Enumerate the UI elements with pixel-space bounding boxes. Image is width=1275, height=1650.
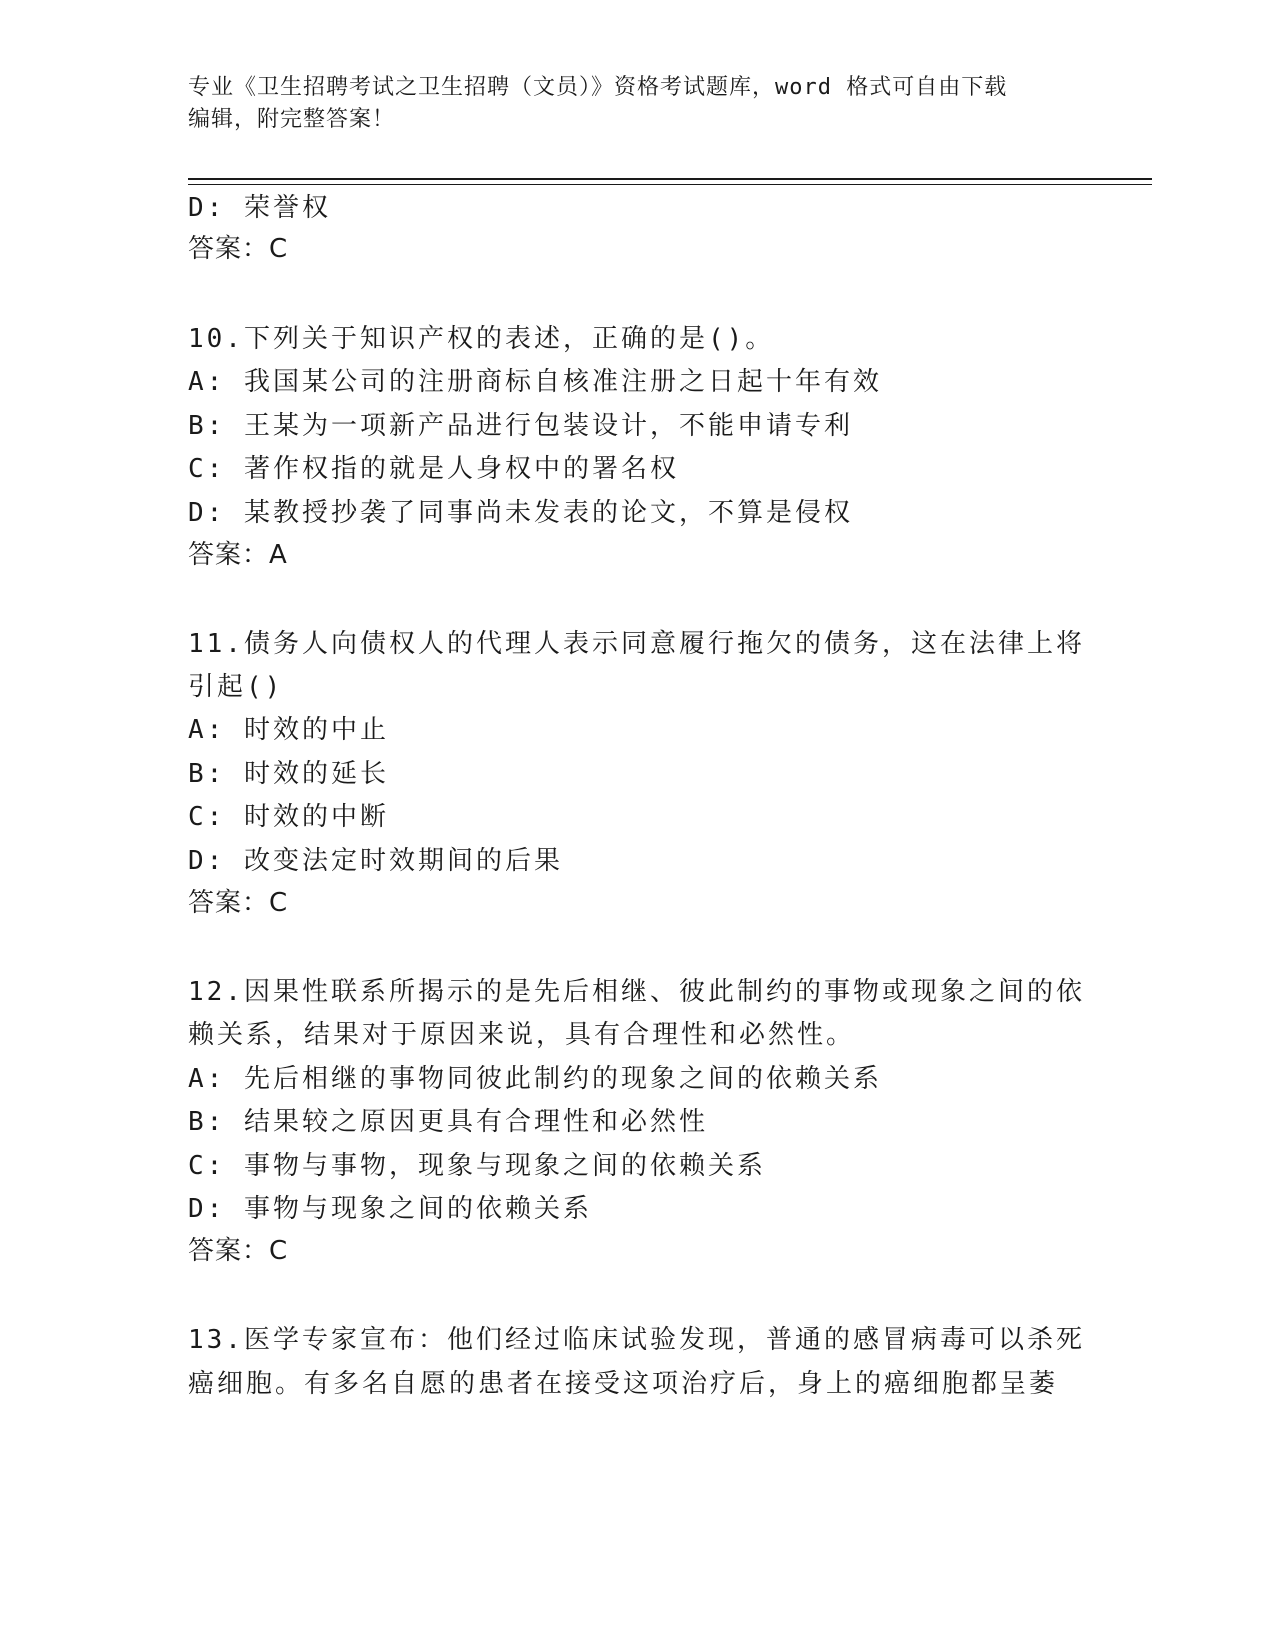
q13-stem-line-2: 癌细胞。有多名自愿的患者在接受这项治疗后，身上的癌细胞都呈萎 bbox=[188, 1369, 1059, 1399]
header-divider-thick bbox=[188, 178, 1152, 180]
q12-stem-line-2: 赖关系，结果对于原因来说，具有合理性和必然性。 bbox=[188, 1020, 856, 1050]
document-header bbox=[188, 72, 1088, 136]
q11-option-b: B: 时效的延长 bbox=[188, 759, 389, 789]
q11-option-c: C: 时效的中断 bbox=[188, 802, 389, 832]
q10-option-d: D: 某教授抄袭了同事尚未发表的论文，不算是侵权 bbox=[188, 498, 853, 528]
q11-stem-line-1: 11.债务人向债权人的代理人表示同意履行拖欠的债务，这在法律上将 bbox=[188, 629, 1085, 659]
q12-answer: 答案：C bbox=[188, 1236, 289, 1266]
q12-option-d: D: 事物与现象之间的依赖关系 bbox=[188, 1194, 592, 1224]
q11-answer: 答案：C bbox=[188, 888, 289, 918]
q12-option-b: B: 结果较之原因更具有合理性和必然性 bbox=[188, 1107, 708, 1137]
q10-answer: 答案：A bbox=[188, 540, 288, 570]
q11-option-d: D: 改变法定时效期间的后果 bbox=[188, 846, 563, 876]
q10-option-a: A: 我国某公司的注册商标自核准注册之日起十年有效 bbox=[188, 367, 882, 397]
q12-option-c: C: 事物与事物，现象与现象之间的依赖关系 bbox=[188, 1151, 766, 1181]
q11-stem-line-2: 引起() bbox=[188, 672, 284, 702]
q13-stem-line-1: 13.医学专家宣布：他们经过临床试验发现，普通的感冒病毒可以杀死 bbox=[188, 1325, 1085, 1355]
header-line-2: 编辑，附完整答案！ bbox=[188, 107, 396, 132]
header-line-1: 专业《卫生招聘考试之卫生招聘（文员）》资格考试题库，word 格式可自由下载 bbox=[188, 75, 1008, 100]
q10-stem: 10.下列关于知识产权的表述，正确的是()。 bbox=[188, 324, 775, 354]
q12-option-a: A: 先后相继的事物同彼此制约的现象之间的依赖关系 bbox=[188, 1064, 882, 1094]
q9-option-d: D: 荣誉权 bbox=[188, 193, 331, 223]
q10-option-c: C: 著作权指的就是人身权中的署名权 bbox=[188, 454, 679, 484]
q11-option-a: A: 时效的中止 bbox=[188, 715, 389, 745]
q10-option-b: B: 王某为一项新产品进行包装设计，不能申请专利 bbox=[188, 411, 853, 441]
header-divider-thin bbox=[188, 184, 1152, 185]
q12-stem-line-1: 12.因果性联系所揭示的是先后相继、彼此制约的事物或现象之间的依 bbox=[188, 977, 1085, 1007]
q9-answer: 答案：C bbox=[188, 234, 289, 264]
